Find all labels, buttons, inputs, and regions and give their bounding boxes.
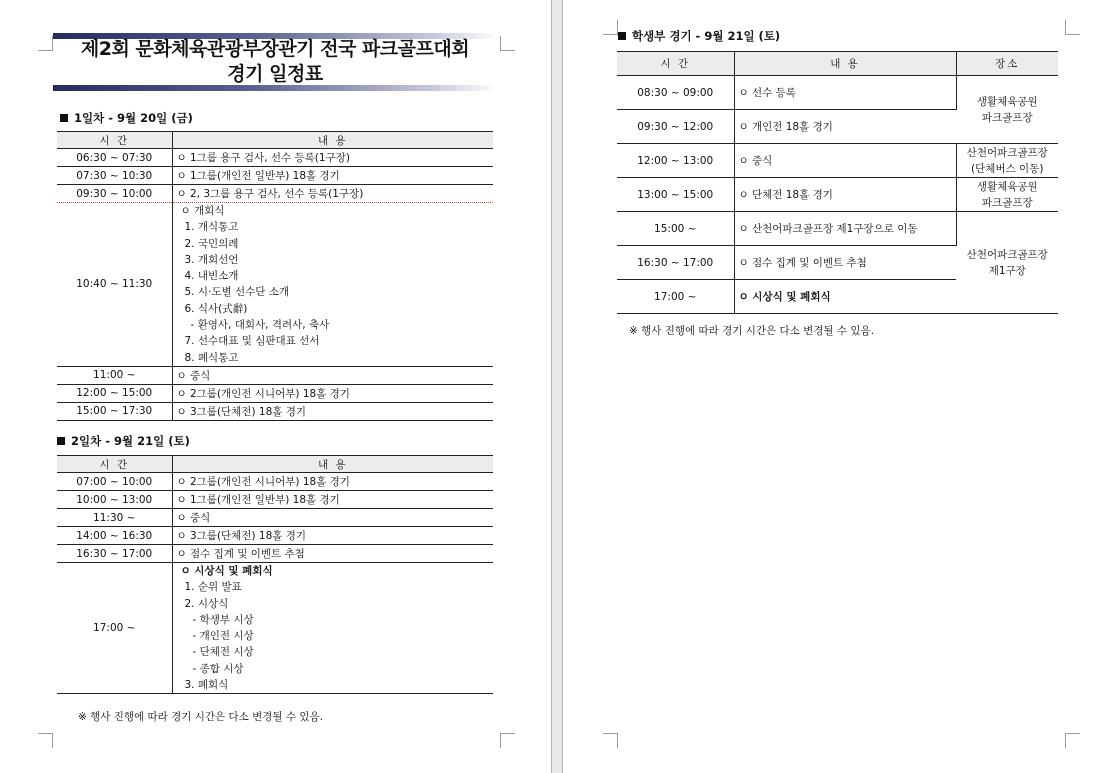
table-row: 14:00 ~ 16:30 ㅇ 3그룹(단체전) 18홀 경기	[57, 527, 493, 545]
table-row: 16:30 ~ 17:00 ㅇ 점수 집계 및 이벤트 추첨	[617, 246, 1058, 280]
crop-mark	[500, 36, 515, 51]
day1-schedule-table	[57, 131, 493, 421]
day1-heading: 1일차 - 9월 20일 (금)	[60, 110, 193, 126]
list-item: 2. 시상식	[184, 597, 229, 610]
table-row: 07:00 ~ 10:00 ㅇ 2그룹(개인전 시니어부) 18홀 경기	[57, 473, 493, 491]
list-item: 3. 개회선언	[184, 253, 239, 266]
left-page	[0, 0, 551, 773]
title-line-1: 제2회 문화체육관광부장관기 전국 파크골프대회	[80, 38, 470, 60]
col-time-header: 시 간	[57, 456, 172, 473]
table-row: 11:30 ~ ㅇ 중식	[57, 509, 493, 527]
col-content-header: 내 용	[172, 132, 493, 149]
list-item: 1. 개식통고	[184, 221, 239, 234]
square-bullet-icon	[60, 114, 68, 122]
table-row: 13:00 ~ 15:00 ㅇ 단체전 18홀 경기 생활체육공원 파크골프장	[617, 178, 1058, 212]
crop-mark	[603, 20, 618, 35]
col-time-header: 시 간	[57, 132, 172, 149]
list-item: 3. 폐회식	[184, 679, 229, 692]
table-row: 06:30 ~ 07:30 ㅇ 1그룹 용구 검사, 선수 등록(1구장)	[57, 149, 493, 167]
table-row: 07:30 ~ 10:30 ㅇ 1그룹(개인전 일반부) 18홀 경기	[57, 167, 493, 185]
list-item: - 개인전 시상	[192, 630, 254, 643]
list-item: 2. 국민의례	[184, 237, 239, 250]
table-row: 10:00 ~ 13:00 ㅇ 1그룹(개인전 일반부) 18홀 경기	[57, 491, 493, 509]
square-bullet-icon	[618, 32, 626, 40]
list-item: - 학생부 시상	[192, 613, 254, 626]
list-item: - 종합 시상	[192, 662, 244, 675]
table-row: 12:00 ~ 15:00 ㅇ 2그룹(개인전 시니어부) 18홀 경기	[57, 384, 493, 402]
crop-mark	[38, 36, 53, 51]
table-row: 15:00 ~ ㅇ 산천어파크골프장 제1구장으로 이동 산천어파크골프장 제1구장	[617, 212, 1058, 246]
list-item: 8. 폐식통고	[184, 351, 239, 364]
crop-mark	[38, 733, 53, 748]
col-time-header: 시 간	[617, 52, 734, 76]
place-cell: 산천어파크골프장 제1구장	[956, 212, 1058, 314]
table-row: 16:30 ~ 17:00 ㅇ 점수 집계 및 이벤트 추첨	[57, 545, 493, 563]
list-item: 7. 선수대표 및 심판대표 선서	[184, 335, 320, 348]
place-cell: 생활체육공원 파크골프장	[956, 178, 1058, 212]
document-title	[53, 33, 497, 91]
crop-mark	[1065, 733, 1080, 748]
place-cell: 생활체육공원 파크골프장	[956, 76, 1058, 144]
schedule-note: ※ 행사 진행에 따라 경기 시간은 다소 변경될 수 있음.	[78, 711, 324, 723]
right-page	[563, 0, 1114, 773]
table-row: 12:00 ~ 13:00 ㅇ 중식 산천어파크골프장 (단체버스 이동)	[617, 144, 1058, 178]
table-row: 11:00 ~ ㅇ 중식	[57, 366, 493, 384]
list-item: 6. 식사(式辭)	[184, 302, 248, 315]
square-bullet-icon	[57, 437, 65, 445]
title-bottom-bar	[53, 85, 497, 91]
day2-heading: 2일차 - 9월 21일 (토)	[57, 433, 190, 449]
list-item: - 단체전 시상	[192, 646, 254, 659]
list-item: 5. 시·도별 선수단 소개	[184, 286, 290, 299]
table-row: 08:30 ~ 09:00 ㅇ 선수 등록 생활체육공원 파크골프장	[617, 76, 1058, 110]
list-item: 1. 순위 발표	[184, 581, 242, 594]
table-row-closing-ceremony: 17:00 ~ ㅇ 시상식 및 폐회식 1. 순위 발표 2. 시상식 - 학생부 시상 - 개인전 시상 - 단체전 시상 - 종합 시상 3. 폐회식	[57, 563, 493, 694]
day2-schedule-table	[57, 455, 493, 694]
col-content-header: 내 용	[172, 456, 493, 473]
page-gutter	[551, 0, 563, 773]
list-item: ㅇ 시상식 및 폐회식	[180, 565, 273, 577]
place-cell: 산천어파크골프장 (단체버스 이동)	[956, 144, 1058, 178]
table-row-opening-ceremony: 10:40 ~ 11:30 ㅇ 개회식 1. 개식통고 2. 국민의례 3. 개회선언 4. 내빈소개 5. 시·도별 선수단 소개 6. 식사(式辭) - 환영사, 대회사, 격려사, 축사 7. 선수대표 및 심판대표 선서 8. 폐식통고	[57, 203, 493, 367]
student-schedule-table	[617, 51, 1058, 314]
table-row: 09:30 ~ 10:00 ㅇ 2, 3그룹 용구 검사, 선수 등록(1구장)	[57, 185, 493, 203]
crop-mark	[603, 733, 618, 748]
title-line-2: 경기 일정표	[227, 63, 323, 85]
list-item: - 환영사, 대회사, 격려사, 축사	[190, 319, 330, 332]
schedule-note: ※ 행사 진행에 따라 경기 시간은 다소 변경될 수 있음.	[629, 325, 875, 337]
list-item: 4. 내빈소개	[184, 270, 239, 283]
student-heading: 학생부 경기 - 9월 21일 (토)	[618, 28, 780, 44]
list-item: ㅇ 개회식	[180, 205, 225, 217]
table-row: 09:30 ~ 12:00 ㅇ 개인전 18홀 경기	[617, 110, 1058, 144]
col-content-header: 내 용	[734, 52, 956, 76]
table-row: 17:00 ~ ㅇ 시상식 및 폐회식	[617, 280, 1058, 314]
col-place-header: 장소	[956, 52, 1058, 76]
crop-mark	[500, 733, 515, 748]
crop-mark	[1065, 20, 1080, 35]
table-row: 15:00 ~ 17:30 ㅇ 3그룹(단체전) 18홀 경기	[57, 402, 493, 420]
